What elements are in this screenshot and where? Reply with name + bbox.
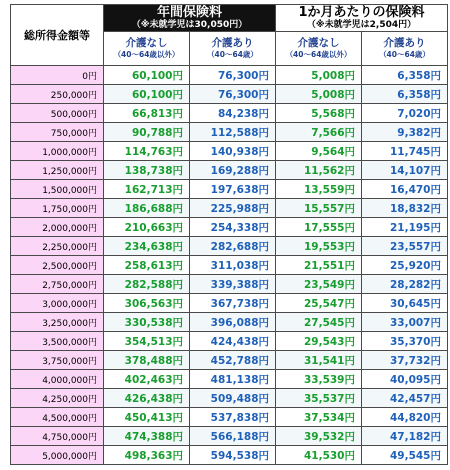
- monthly-care-cell: 35,370円: [362, 332, 448, 351]
- monthly-no-care-cell: 33,539円: [276, 370, 362, 389]
- monthly-no-care-cell: 39,532円: [276, 427, 362, 446]
- annual-care-cell: 197,638円: [190, 180, 276, 199]
- monthly-care-cell: 23,557円: [362, 237, 448, 256]
- income-cell: 3,750,000円: [11, 351, 104, 370]
- income-cell: 4,000,000円: [11, 370, 104, 389]
- annual-premium-title: 年間保険料: [156, 4, 222, 20]
- monthly-care-cell: 6,358円: [362, 66, 448, 85]
- monthly-care-header: [362, 32, 448, 66]
- annual-care-cell: 594,538円: [190, 446, 276, 465]
- table-row: [11, 332, 448, 351]
- monthly-no-care-cell: 31,541円: [276, 351, 362, 370]
- annual-care-cell: 481,138円: [190, 370, 276, 389]
- income-cell: 4,500,000円: [11, 408, 104, 427]
- monthly-care-cell: 40,095円: [362, 370, 448, 389]
- income-column-header: 総所得金額等: [11, 5, 104, 66]
- monthly-care-cell: 25,920円: [362, 256, 448, 275]
- annual-care-label: 介護あり: [211, 37, 254, 49]
- monthly-care-cell: 47,182円: [362, 427, 448, 446]
- annual-care-cell: 169,288円: [190, 161, 276, 180]
- monthly-no-care-cell: 23,549円: [276, 275, 362, 294]
- monthly-care-cell: 49,545円: [362, 446, 448, 465]
- annual-no-care-cell: 60,100円: [104, 85, 190, 104]
- annual-care-cell: 566,188円: [190, 427, 276, 446]
- annual-no-care-cell: 498,363円: [104, 446, 190, 465]
- annual-no-care-cell: 402,463円: [104, 370, 190, 389]
- monthly-care-cell: 16,470円: [362, 180, 448, 199]
- monthly-care-cell: 37,732円: [362, 351, 448, 370]
- monthly-no-care-cell: 5,568円: [276, 104, 362, 123]
- annual-care-cell: 424,438円: [190, 332, 276, 351]
- monthly-no-care-note: （40～64歳以外）: [285, 50, 352, 59]
- table-row: [11, 104, 448, 123]
- annual-care-cell: 367,738円: [190, 294, 276, 313]
- annual-no-care-cell: 162,713円: [104, 180, 190, 199]
- table-row: [11, 351, 448, 370]
- table-row: [11, 199, 448, 218]
- monthly-no-care-cell: 35,537円: [276, 389, 362, 408]
- table-row: [11, 66, 448, 85]
- monthly-no-care-cell: 7,566円: [276, 123, 362, 142]
- table-row: [11, 142, 448, 161]
- annual-care-cell: 84,238円: [190, 104, 276, 123]
- income-cell: 1,500,000円: [11, 180, 104, 199]
- table-row: [11, 427, 448, 446]
- annual-no-care-cell: 60,100円: [104, 66, 190, 85]
- annual-care-cell: 452,788円: [190, 351, 276, 370]
- annual-premium-note: （※未就学児は30,050円）: [131, 19, 248, 30]
- income-cell: 0円: [11, 66, 104, 85]
- annual-no-care-cell: 426,438円: [104, 389, 190, 408]
- annual-care-header: [190, 32, 276, 66]
- income-cell: 4,750,000円: [11, 427, 104, 446]
- annual-premium-header: [104, 5, 276, 32]
- annual-no-care-cell: 66,813円: [104, 104, 190, 123]
- income-cell: 3,500,000円: [11, 332, 104, 351]
- premium-table-container: [10, 4, 448, 465]
- income-cell: 1,250,000円: [11, 161, 104, 180]
- income-cell: 1,750,000円: [11, 199, 104, 218]
- monthly-care-note: （40～64歳）: [379, 50, 430, 59]
- monthly-premium-header: [276, 5, 448, 32]
- annual-care-cell: 282,688円: [190, 237, 276, 256]
- annual-no-care-cell: 330,538円: [104, 313, 190, 332]
- annual-no-care-cell: 114,763円: [104, 142, 190, 161]
- monthly-no-care-cell: 29,543円: [276, 332, 362, 351]
- annual-no-care-cell: 474,388円: [104, 427, 190, 446]
- annual-no-care-cell: 450,413円: [104, 408, 190, 427]
- annual-care-cell: 225,988円: [190, 199, 276, 218]
- table-row: [11, 123, 448, 142]
- table-row: [11, 408, 448, 427]
- monthly-no-care-cell: 15,557円: [276, 199, 362, 218]
- monthly-no-care-cell: 5,008円: [276, 66, 362, 85]
- annual-no-care-cell: 354,513円: [104, 332, 190, 351]
- monthly-care-cell: 6,358円: [362, 85, 448, 104]
- monthly-no-care-cell: 21,551円: [276, 256, 362, 275]
- annual-no-care-header: [104, 32, 190, 66]
- table-row: [11, 313, 448, 332]
- table-row: [11, 256, 448, 275]
- monthly-no-care-cell: 9,564円: [276, 142, 362, 161]
- monthly-no-care-label: 介護なし: [297, 37, 340, 49]
- table-row: [11, 237, 448, 256]
- monthly-no-care-cell: 19,553円: [276, 237, 362, 256]
- income-cell: 3,250,000円: [11, 313, 104, 332]
- annual-care-cell: 140,938円: [190, 142, 276, 161]
- income-cell: 1,000,000円: [11, 142, 104, 161]
- income-cell: 750,000円: [11, 123, 104, 142]
- monthly-care-label: 介護あり: [383, 37, 426, 49]
- income-cell: 2,500,000円: [11, 256, 104, 275]
- annual-no-care-cell: 258,613円: [104, 256, 190, 275]
- income-cell: 2,750,000円: [11, 275, 104, 294]
- monthly-care-cell: 33,007円: [362, 313, 448, 332]
- annual-care-cell: 339,388円: [190, 275, 276, 294]
- annual-care-cell: 509,488円: [190, 389, 276, 408]
- monthly-no-care-cell: 11,562円: [276, 161, 362, 180]
- table-row: [11, 218, 448, 237]
- monthly-care-cell: 18,832円: [362, 199, 448, 218]
- monthly-premium-note: （※未就学児は2,504円）: [306, 19, 417, 30]
- income-cell: 3,000,000円: [11, 294, 104, 313]
- monthly-premium-title: 1か月あたりの保険料: [298, 4, 425, 20]
- income-cell: 2,000,000円: [11, 218, 104, 237]
- annual-care-cell: 537,838円: [190, 408, 276, 427]
- income-cell: 2,250,000円: [11, 237, 104, 256]
- monthly-no-care-cell: 5,008円: [276, 85, 362, 104]
- annual-care-cell: 396,088円: [190, 313, 276, 332]
- monthly-care-cell: 44,820円: [362, 408, 448, 427]
- monthly-no-care-cell: 37,534円: [276, 408, 362, 427]
- monthly-no-care-cell: 27,545円: [276, 313, 362, 332]
- table-row: [11, 85, 448, 104]
- monthly-care-cell: 21,195円: [362, 218, 448, 237]
- monthly-care-cell: 28,282円: [362, 275, 448, 294]
- annual-care-cell: 112,588円: [190, 123, 276, 142]
- table-row: [11, 294, 448, 313]
- monthly-no-care-header: [276, 32, 362, 66]
- monthly-no-care-cell: 17,555円: [276, 218, 362, 237]
- table-row: [11, 446, 448, 465]
- annual-no-care-cell: 210,663円: [104, 218, 190, 237]
- annual-no-care-cell: 282,588円: [104, 275, 190, 294]
- annual-no-care-cell: 378,488円: [104, 351, 190, 370]
- monthly-no-care-cell: 41,530円: [276, 446, 362, 465]
- monthly-care-cell: 11,745円: [362, 142, 448, 161]
- income-cell: 5,000,000円: [11, 446, 104, 465]
- annual-care-cell: 76,300円: [190, 66, 276, 85]
- annual-care-cell: 311,038円: [190, 256, 276, 275]
- table-row: [11, 275, 448, 294]
- income-cell: 250,000円: [11, 85, 104, 104]
- premium-table: [10, 4, 448, 465]
- monthly-care-cell: 9,382円: [362, 123, 448, 142]
- monthly-care-cell: 30,645円: [362, 294, 448, 313]
- table-row: [11, 161, 448, 180]
- annual-no-care-note: （40～64歳以外）: [113, 50, 180, 59]
- monthly-care-cell: 14,107円: [362, 161, 448, 180]
- table-row: [11, 180, 448, 199]
- premium-rows: [11, 66, 448, 465]
- annual-no-care-cell: 138,738円: [104, 161, 190, 180]
- monthly-no-care-cell: 25,547円: [276, 294, 362, 313]
- annual-care-cell: 254,338円: [190, 218, 276, 237]
- monthly-no-care-cell: 13,559円: [276, 180, 362, 199]
- income-cell: 4,250,000円: [11, 389, 104, 408]
- monthly-care-cell: 7,020円: [362, 104, 448, 123]
- annual-care-cell: 76,300円: [190, 85, 276, 104]
- table-row: [11, 389, 448, 408]
- income-cell: 500,000円: [11, 104, 104, 123]
- annual-no-care-cell: 234,638円: [104, 237, 190, 256]
- annual-no-care-cell: 186,688円: [104, 199, 190, 218]
- annual-care-note: （40～64歳）: [207, 50, 258, 59]
- annual-no-care-label: 介護なし: [125, 37, 168, 49]
- table-row: [11, 370, 448, 389]
- annual-no-care-cell: 306,563円: [104, 294, 190, 313]
- annual-no-care-cell: 90,788円: [104, 123, 190, 142]
- monthly-care-cell: 42,457円: [362, 389, 448, 408]
